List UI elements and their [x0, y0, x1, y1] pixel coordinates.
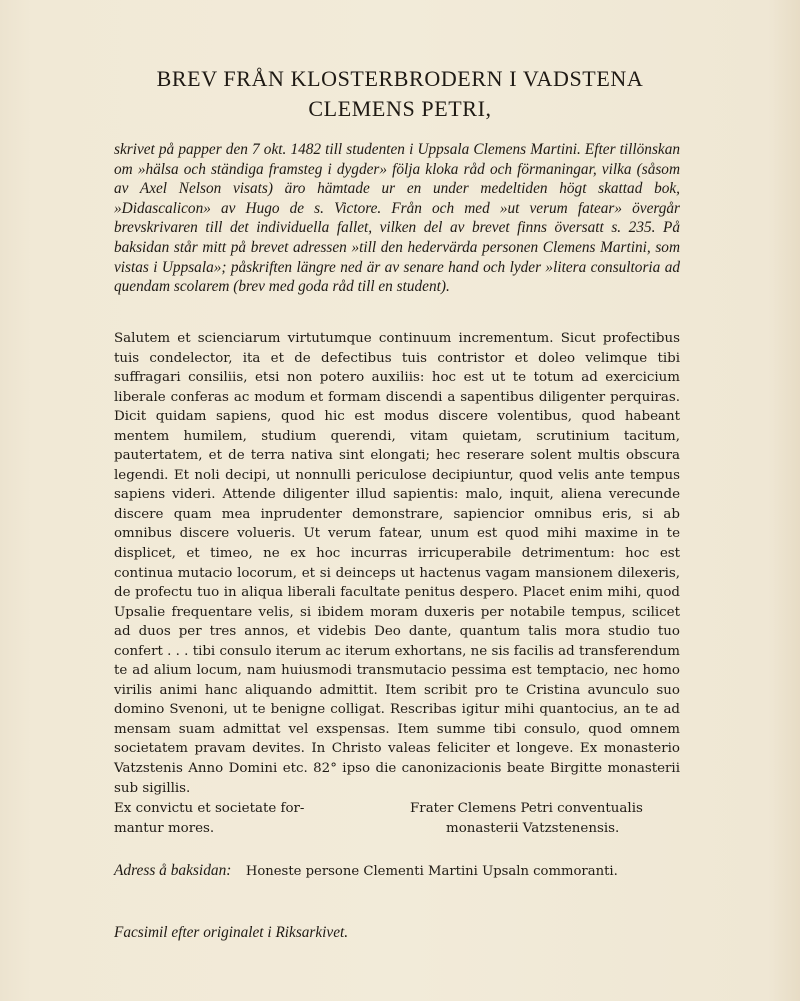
- closing-signature: [410, 799, 690, 839]
- page-title: [0, 64, 800, 124]
- address-label: Adress å baksidan:: [114, 862, 232, 879]
- signature-line-1: Frater Clemens Petri conventualis: [410, 801, 643, 816]
- motto-line-1: Ex convictu et societate for-: [114, 801, 305, 816]
- facsimile-caption: Facsimil efter originalet i Riksarkivet.: [114, 924, 349, 941]
- address-line: [114, 861, 684, 882]
- letter-body: [114, 329, 680, 798]
- title-line-2: CLEMENS PETRI,: [308, 96, 492, 121]
- intro-paragraph: skrivet på papper den 7 okt. 1482 till studenten i Uppsala Clemens Martini. Efter tillönskan om »hälsa och ständiga framsteg i dygder» följa kloka råd och förmaningar, vilka (såsom av Axel Nelson visats) äro hämtade ur en under medeltiden högt skattad bok, »Didascalicon» av Hugo de s. Victore. Från och med »ut verum fatear» övergår brevskrivaren till det individuella fallet, vilken del av brevet finns översatt s. 235. På baksidan står mitt på brevet adressen »till den hedervärda personen Clemens Martini, som vistas i Uppsala»; påskriften längre ned är av senare hand och lyder »litera consultoria ad quendam scolarem (brev med goda råd till en student).: [114, 141, 680, 296]
- address-value: Honeste persone Clementi Martini Upsaln commoranti.: [245, 864, 618, 879]
- signature-line-2: monasterii Vatzstenensis.: [446, 821, 620, 836]
- title-line-1: BREV FRÅN KLOSTERBRODERN I VADSTENA: [156, 66, 644, 91]
- motto-line-2: mantur mores.: [114, 821, 215, 836]
- closing-motto: [114, 799, 344, 839]
- letter-text: Salutem et scienciarum virtutumque continuum incrementum. Sicut profectibus tuis condelector, ita et de defectibus tuis contristor et doleo velimque tibi suffragari consiliis, etsi non potero auxiliis: hoc est ut te totum ad exercicium liberale conferas ac modum et formam discendi a sapentibus diligenter perquiras. Dicit quidam sapiens, quod hic est modus discere volentibus, quod habeant mentem humilem, studium querendi, vitam quietam, scrutinium tacitum, pautertatem, et de terra nativa sint elongati; hec reserare solent multis obscura legendi. Et noli decipi, ut nonnulli periculose decipiuntur, quod velis ante tempus sapiens videri. Attende diligenter illud sapientis: malo, inquit, aliena verecunde discere quam mea inprudenter demonstrare, sapiencior omnibus eris, si ab omnibus discere volueris. Ut verum fatear, unum est quod mihi maxime in te displicet, et timeo, ne ex hoc incurras irricuperabile detrimentum: hoc est continua mutacio locorum, et si deinceps ut hactenus vagam mansionem dilexeris, de profectu tuo in aliqua liberali facultate penitus despero. Placet enim mihi, quod Upsalie frequentare velis, si ibidem moram duxeris per notabile tempus, scilicet ad duos per tres annos, et videbis Deo dante, quantum talis mora studio tuo confert . . . tibi consulo iterum ac iterum exhortans, ne sis facilis ad transferendum te ad alium locum, nam huiusmodi transmutacio pessima est temptacio, nec homo virilis animi hanc aliquando admittit. Item scribit pro te Cristina avunculo suo domino Svenoni, ut te benigne colligat. Rescribas igitur mihi quantocius, an te ad mensam suam admittat vel exspensas. Item summe tibi consulo, quod omnem societatem pravam devites. In Christo valeas feliciter et longeve. Ex monasterio Vatzstenis Anno Domini etc. 82° ipso die canonizacionis beate Birgitte monasterii sub sigillis.: [114, 331, 680, 796]
